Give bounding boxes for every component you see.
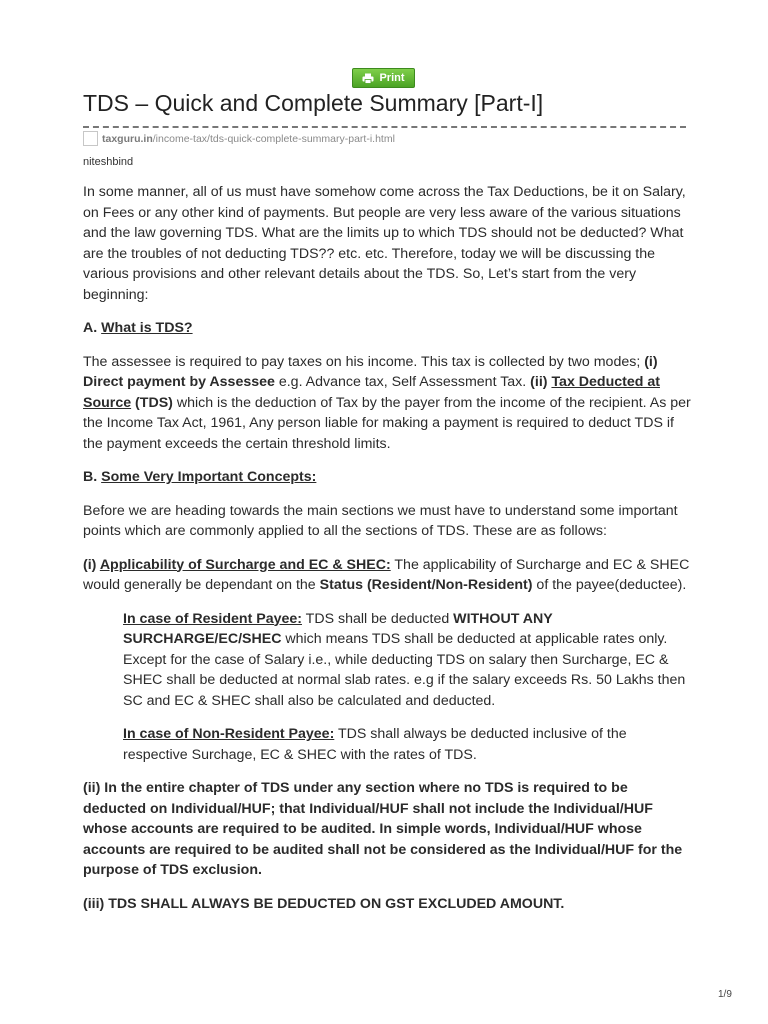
point-i-paragraph: (i) Applicability of Surcharge and EC & SHEC: The applicability of Surcharge and EC & SHEC would generally be dependant on the Status (Resident/Non-Resident) of the payee(deductee). (83, 556, 690, 593)
source-path: /income-tax/tds-quick-complete-summary-part-i.html (152, 132, 395, 145)
print-button[interactable] (352, 68, 415, 88)
site-favicon-icon (83, 131, 98, 146)
non-resident-payee-paragraph: In case of Non-Resident Payee: TDS shall always be deducted inclusive of the respective Surchage, EC & SHEC with the rates of TDS. (123, 726, 627, 763)
printer-icon (362, 73, 374, 84)
page-indicator: 1/9 (718, 989, 732, 1000)
what-is-tds-paragraph: The assessee is required to pay taxes on his income. This tax is collected by two modes; (i) Direct payment by Assessee e.g. Advance tax, Self Assessment Tax. (ii) Tax Deducted at Source (TDS) which is the deduction of Tax by the payer from the income of the recipient. As per the Income Tax Act, 1961, Any person liable for making a payment is required to deduct TDS if the payment exceeds the certain threshold limits. (83, 353, 691, 452)
page-title: TDS – Quick and Complete Summary [Part-I] (83, 90, 544, 116)
print-label: Print (379, 72, 405, 84)
article-body (83, 182, 691, 927)
resident-payee-paragraph: In case of Resident Payee: TDS shall be deducted WITHOUT ANY SURCHARGE/EC/SHEC which means TDS shall be deducted at applicable rates only. Except for the case of Salary i.e., while deducting TDS on salary then Surcharge, EC & SHEC shall be deducted at normal slab rates. e.g if the salary exceeds Rs. 50 Lakhs then SC and EC & SHEC shall also be calculated and deducted. (123, 610, 686, 709)
source-url[interactable] (83, 131, 395, 146)
point-iii-paragraph: (iii) TDS SHALL ALWAYS BE DEDUCTED ON GST EXCLUDED AMOUNT. (83, 895, 565, 912)
author-name: niteshbind (83, 156, 134, 168)
title-divider (83, 126, 686, 128)
source-domain: taxguru.in (102, 132, 153, 145)
section-b-heading: B. Some Very Important Concepts: (83, 469, 317, 485)
intro-paragraph: In some manner, all of us must have somehow come across the Tax Deductions, be it on Salary, on Fees or any other kind of payments. But people are very less aware of the various situations and the law governing TDS. What are the limits up to which TDS should not be deducted? What are the troubles of not deducting TDS?? etc. etc. Therefore, today we will be discussing the various provisions and other relevant details about the TDS. So, Let’s start from the very beginning: (83, 184, 686, 303)
section-b-title: Some Very Important Concepts: (101, 469, 317, 485)
section-a-heading: A. What is TDS? (83, 320, 193, 336)
point-ii-paragraph: (ii) In the entire chapter of TDS under any section where no TDS is required to be deducted on Individual/HUF; that Individual/HUF shall not include the Individual/HUF whose accounts are required to be audited. In simple words, Individual/HUF whose accounts are required to be audited shall not be considered as the Individual/HUF for the purpose of TDS exclusion. (83, 780, 683, 878)
section-a-title: What is TDS? (101, 320, 193, 336)
concepts-intro-paragraph: Before we are heading towards the main sections we must have to understand some important points which are commonly applied to all the sections of TDS. These are as follows: (83, 502, 678, 539)
